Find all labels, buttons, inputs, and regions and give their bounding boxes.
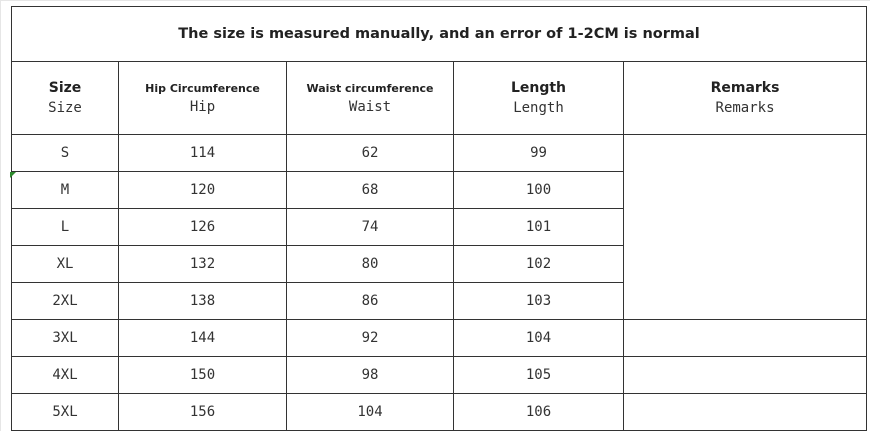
length-cell: 106 — [454, 394, 624, 431]
table-title: The size is measured manually, and an error of 1-2CM is normal — [12, 7, 867, 62]
size-cell: 3XL — [12, 320, 119, 357]
waist-cell: 68 — [287, 172, 454, 209]
header-row — [12, 62, 867, 135]
hip-cell: 114 — [119, 135, 287, 172]
header-sublabel: Remarks — [715, 100, 775, 116]
hip-cell: 120 — [119, 172, 287, 209]
remarks-cell — [624, 320, 867, 357]
header-sublabel: Size — [48, 100, 82, 116]
table-row — [12, 357, 867, 394]
header-cell-remarks — [624, 62, 867, 135]
size-cell: 2XL — [12, 283, 119, 320]
table-row — [12, 135, 867, 172]
header-sublabel: Length — [513, 100, 564, 116]
hip-cell: 126 — [119, 209, 287, 246]
sheet-gridline — [0, 0, 870, 1]
header-cell-hip — [119, 62, 287, 135]
header-cell-length — [454, 62, 624, 135]
hip-cell: 150 — [119, 357, 287, 394]
hip-cell: 144 — [119, 320, 287, 357]
cell-comment-marker-icon — [10, 172, 16, 178]
sheet-gridline — [0, 0, 1, 431]
length-cell: 99 — [454, 135, 624, 172]
length-cell: 101 — [454, 209, 624, 246]
length-cell: 100 — [454, 172, 624, 209]
header-label: Length — [510, 80, 567, 96]
header-label: Remarks — [710, 80, 780, 96]
length-cell: 105 — [454, 357, 624, 394]
waist-cell: 104 — [287, 394, 454, 431]
remarks-cell — [624, 357, 867, 394]
header-sublabel: Hip — [189, 98, 216, 115]
title-row — [12, 7, 867, 62]
waist-cell: 80 — [287, 246, 454, 283]
size-cell: XL — [12, 246, 119, 283]
table-row — [12, 320, 867, 357]
size-cell: 4XL — [12, 357, 119, 394]
header-label: Size — [48, 80, 82, 96]
waist-cell: 62 — [287, 135, 454, 172]
hip-cell: 138 — [119, 283, 287, 320]
remarks-cell — [624, 394, 867, 431]
size-cell: S — [12, 135, 119, 172]
hip-cell: 156 — [119, 394, 287, 431]
table-row — [12, 394, 867, 431]
size-chart — [11, 6, 866, 427]
size-cell: M — [12, 172, 119, 209]
length-cell: 104 — [454, 320, 624, 357]
hip-cell: 132 — [119, 246, 287, 283]
size-table — [11, 6, 867, 431]
length-cell: 103 — [454, 283, 624, 320]
header-label: Waist circumference — [306, 81, 434, 95]
size-cell: L — [12, 209, 119, 246]
waist-cell: 74 — [287, 209, 454, 246]
waist-cell: 86 — [287, 283, 454, 320]
waist-cell: 98 — [287, 357, 454, 394]
header-cell-waist — [287, 62, 454, 135]
header-label: Hip Circumference — [145, 81, 260, 95]
header-sublabel: Waist — [348, 98, 392, 115]
size-cell: 5XL — [12, 394, 119, 431]
waist-cell: 92 — [287, 320, 454, 357]
remarks-cell — [624, 135, 867, 320]
header-cell-size — [12, 62, 119, 135]
length-cell: 102 — [454, 246, 624, 283]
